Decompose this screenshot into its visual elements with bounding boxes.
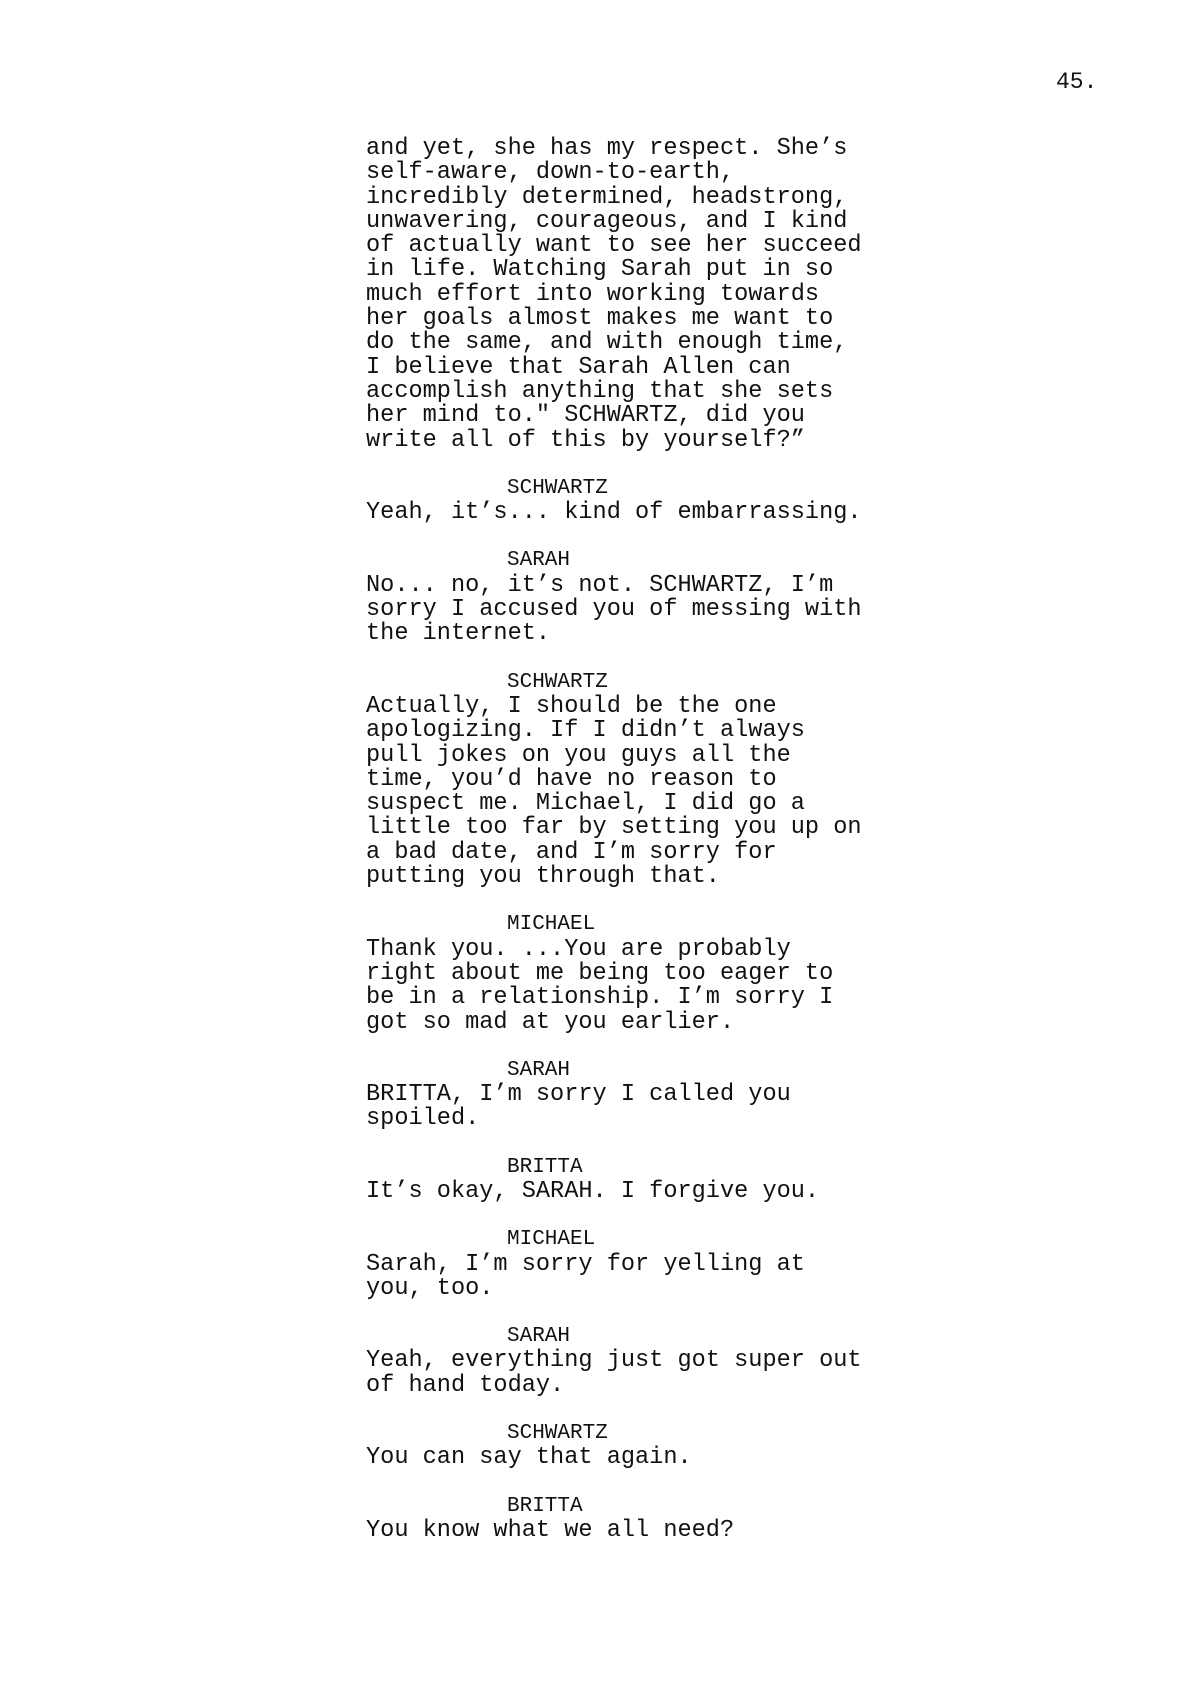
dialogue-line: suspect me. Michael, I did go a [366,790,805,818]
character-name: MICHAEL [507,1228,596,1252]
dialogue-line: unwavering, courageous, and I kind [366,207,848,235]
dialogue-line: apologizing. If I didn’t always [366,717,805,745]
dialogue-line: her goals almost makes me want to [366,305,834,333]
dialogue-line: got so mad at you earlier. [366,1008,735,1036]
dialogue-line: self-aware, down-to-earth, [366,159,735,187]
dialogue-block [366,1422,926,1471]
character-name: SCHWARTZ [507,1422,608,1446]
dialogue-line: putting you through that. [366,863,720,891]
dialogue-line: her mind to." SCHWARTZ, did you [366,402,805,430]
dialogue-line: Thank you. ...You are probably [366,935,791,963]
character-name: SARAH [507,1325,571,1349]
dialogue-line: write all of this by yourself?” [366,426,805,454]
character-name: SCHWARTZ [507,476,608,500]
dialogue-line: Actually, I should be the one [366,692,777,720]
dialogue-line: right about me being too eager to [366,959,834,987]
dialogue-block [366,913,926,1034]
dialogue-line: You can say that again. [366,1444,692,1472]
dialogue-block [366,549,926,646]
page-number: 45. [1056,69,1098,95]
dialogue-line: It’s okay, SARAH. I forgive you. [366,1177,820,1205]
dialogue-line: accomplish anything that she sets [366,377,834,405]
dialogue-block [366,1325,926,1398]
dialogue-line: incredibly determined, headstrong, [366,183,848,211]
dialogue-line: time, you’d have no reason to [366,765,777,793]
dialogue-block [366,137,926,453]
dialogue-line: much effort into working towards [366,280,820,308]
dialogue-line: little too far by setting you up on [366,814,862,842]
dialogue-line: do the same, and with enough time, [366,329,848,357]
dialogue-line: of actually want to see her succeed [366,232,862,260]
dialogue-line: You know what we all need? [366,1516,735,1544]
character-name: SCHWARTZ [507,670,608,694]
character-name: SARAH [507,549,571,573]
dialogue-line: you, too. [366,1274,494,1302]
dialogue-block [366,477,926,526]
dialogue-line: in life. Watching Sarah put in so [366,256,834,284]
dialogue-block [366,1059,926,1132]
character-name: SARAH [507,1058,571,1082]
dialogue-line: Sarah, I’m sorry for yelling at [366,1250,805,1278]
dialogue-line: Yeah, everything just got super out [366,1347,862,1375]
dialogue-line: sorry I accused you of messing with [366,596,862,624]
dialogue-line: the internet. [366,620,551,648]
dialogue-line: No... no, it’s not. SCHWARTZ, I’m [366,571,834,599]
dialogue-line: and yet, she has my respect. She’s [366,135,848,162]
dialogue-block [366,1156,926,1205]
dialogue-block [366,1495,926,1544]
dialogue-line: Yeah, it’s... kind of embarrassing. [366,499,862,527]
dialogue-line: pull jokes on you guys all the [366,741,791,769]
character-name: MICHAEL [507,913,596,937]
character-name: BRITTA [507,1494,583,1518]
dialogue-line: spoiled. [366,1105,480,1133]
dialogue-block [366,1228,926,1301]
dialogue-line: I believe that Sarah Allen can [366,353,791,381]
character-name: BRITTA [507,1155,583,1179]
dialogue-line: be in a relationship. I’m sorry I [366,984,834,1012]
dialogue-block [366,671,926,890]
screenplay-body [366,137,926,1567]
dialogue-line: BRITTA, I’m sorry I called you [366,1081,791,1109]
dialogue-line: a bad date, and I’m sorry for [366,838,777,866]
dialogue-line: of hand today. [366,1371,565,1399]
